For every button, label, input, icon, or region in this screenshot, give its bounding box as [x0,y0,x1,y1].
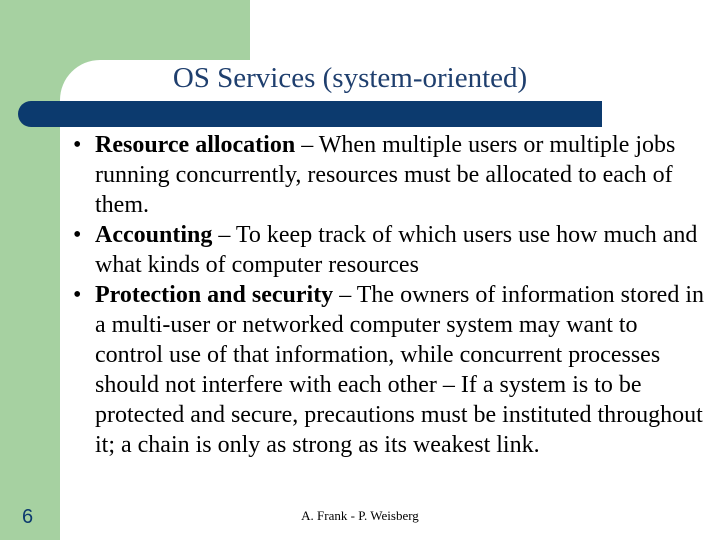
slide-number: 6 [22,506,34,528]
bullet-term: Resource allocation [95,132,296,158]
bullet-term: Protection and security [95,282,334,308]
bullet-list [73,130,710,460]
bullet-dot: • [73,222,82,248]
footer-author: A. Frank - P. Weisberg [301,508,419,523]
title-underline-bar [18,101,602,127]
slide-title: OS Services (system-oriented) [172,62,528,94]
bullet-text: – The owners of information stored in a multi-user or networked computer system may want to control use of that information, while concurrent processes should not interfere with each other – If a system is to be protected and secure, precautions must be instituted throughout it; a chain is only as strong as its weakest link. [95,282,705,458]
bullet-text: – To keep track of which users use how much and what kinds of computer resources [95,222,698,278]
bullet-dot: • [73,282,82,308]
bullet-dot: • [73,132,82,158]
bullet-text: – When multiple users or multiple jobs running concurrently, resources must be allocated to each of them. [95,132,676,218]
bullet-term: Accounting [95,222,213,248]
bullet-resource-allocation [73,130,710,220]
bullet-accounting [73,220,710,280]
bullet-protection-security [73,280,710,460]
